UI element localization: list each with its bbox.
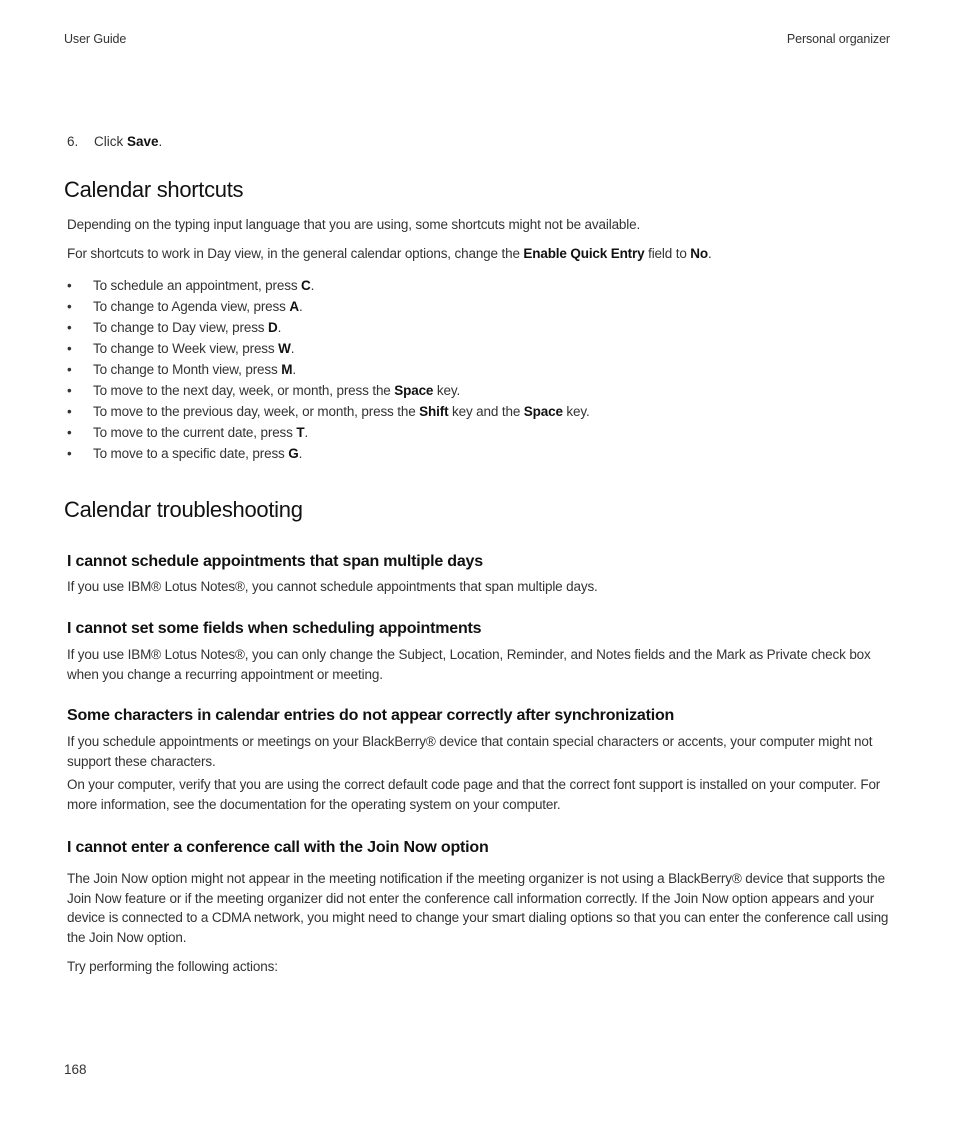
shortcut-key: D	[268, 320, 278, 335]
issue-heading-characters: Some characters in calendar entries do not appear correctly after synchronization	[67, 707, 675, 724]
running-header-left: User Guide	[64, 32, 127, 46]
step-item	[67, 134, 162, 149]
shortcut-text-end: .	[292, 362, 296, 377]
bullet-icon: •	[67, 383, 72, 398]
bullet-icon: •	[67, 425, 72, 440]
shortcut-item	[67, 297, 590, 318]
shortcut-text-end: .	[298, 299, 303, 314]
shortcut-key: A	[289, 299, 299, 314]
section-title-troubleshooting: Calendar troubleshooting	[64, 497, 303, 522]
shortcut-item	[67, 318, 590, 339]
bullet-icon: •	[67, 278, 72, 293]
shortcut-text: To move to the previous day, week, or month, press the	[93, 404, 420, 419]
shortcut-text: To change to Day view, press	[93, 320, 268, 335]
bullet-icon: •	[67, 299, 72, 314]
shortcut-text: To move to the current date, press	[93, 425, 297, 440]
shortcut-item	[67, 339, 590, 360]
shortcut-item	[67, 276, 590, 297]
shortcuts-intro: Depending on the typing input language that you are using, some shortcuts might not be available.	[67, 217, 641, 232]
step-suffix: .	[158, 134, 163, 149]
shortcut-text-end: .	[310, 278, 315, 293]
shortcut-text: To change to Month view, press	[93, 362, 282, 377]
step-number: 6.	[67, 134, 79, 149]
issue-text-characters-1: If you schedule appointments or meetings on your BlackBerry® device that contain special characters or accents, your computer might not support these characters.	[67, 734, 873, 769]
shortcut-text: To move to a specific date, press	[93, 446, 289, 461]
shortcut-item	[67, 423, 590, 444]
shortcut-item	[67, 360, 590, 381]
shortcut-text-end: key.	[562, 404, 590, 419]
issue-text-fields: If you use IBM® Lotus Notes®, you can only change the Subject, Location, Reminder, and Notes fields and the Mark as Private check box when you change a recurring appointment or meeting.	[67, 647, 871, 682]
running-header-right: Personal organizer	[786, 32, 890, 46]
shortcut-text-end: .	[290, 341, 295, 356]
issue-text-multiple-days: If you use IBM® Lotus Notes®, you cannot schedule appointments that span multiple days.	[67, 579, 598, 594]
shortcuts-note	[67, 244, 892, 264]
shortcut-list	[67, 276, 590, 465]
shortcut-text-end: .	[277, 320, 282, 335]
issue-text-join-now-1: The Join Now option might not appear in the meeting notification if the meeting organizer is not using a BlackBerry® device that supports the Join Now feature or if the meeting organizer did not enter the conference call information correctly. If the Join Now option appears and your device is connected to a CDMA network, you might need to change your smart dialing options so that you can enter the conference call using the Join Now option.	[67, 871, 889, 945]
bullet-icon: •	[67, 446, 72, 461]
note-prefix: For shortcuts to work in Day view, in the general calendar options, change the	[67, 246, 524, 261]
issue-heading-join-now: I cannot enter a conference call with the Join Now option	[67, 839, 489, 856]
shortcut-key: M	[281, 362, 293, 377]
bullet-icon: •	[67, 320, 72, 335]
shortcut-item	[67, 444, 590, 465]
page-number: 168	[64, 1062, 87, 1077]
note-suffix: .	[707, 246, 712, 261]
issue-text-join-now-2: Try performing the following actions:	[67, 959, 278, 974]
shortcut-key: G	[288, 446, 299, 461]
shortcut-text-end: .	[304, 425, 309, 440]
step-bold: Save	[127, 134, 159, 149]
shortcut-key: W	[278, 341, 291, 356]
shortcut-item	[67, 402, 590, 423]
bullet-icon: •	[67, 362, 72, 377]
bullet-icon: •	[67, 341, 72, 356]
note-middle: field to	[644, 246, 691, 261]
shortcut-key-secondary: Space	[523, 404, 563, 419]
note-value: No	[690, 246, 708, 261]
shortcut-text-end: key.	[433, 383, 461, 398]
shortcut-key: Space	[394, 383, 434, 398]
shortcut-text: To change to Agenda view, press	[93, 299, 290, 314]
shortcut-text-end: .	[298, 446, 303, 461]
step-prefix: Click	[94, 134, 127, 149]
shortcut-key: Shift	[419, 404, 449, 419]
shortcut-key: T	[296, 425, 305, 440]
shortcut-text-middle: key and the	[448, 404, 524, 419]
note-field: Enable Quick Entry	[523, 246, 645, 261]
shortcut-text: To schedule an appointment, press	[93, 278, 302, 293]
section-title-shortcuts: Calendar shortcuts	[64, 177, 244, 202]
issue-text-characters-2: On your computer, verify that you are using the correct default code page and that the correct font support is installed on your computer. For more information, see the documentation for the operating system on your computer.	[67, 777, 881, 812]
issue-heading-multiple-days: I cannot schedule appointments that span multiple days	[67, 553, 483, 570]
issue-heading-fields: I cannot set some fields when scheduling appointments	[67, 620, 482, 637]
shortcut-text: To move to the next day, week, or month, press the	[93, 383, 395, 398]
bullet-icon: •	[67, 404, 72, 419]
shortcut-item	[67, 381, 590, 402]
shortcut-text: To change to Week view, press	[93, 341, 279, 356]
shortcut-key: C	[301, 278, 311, 293]
